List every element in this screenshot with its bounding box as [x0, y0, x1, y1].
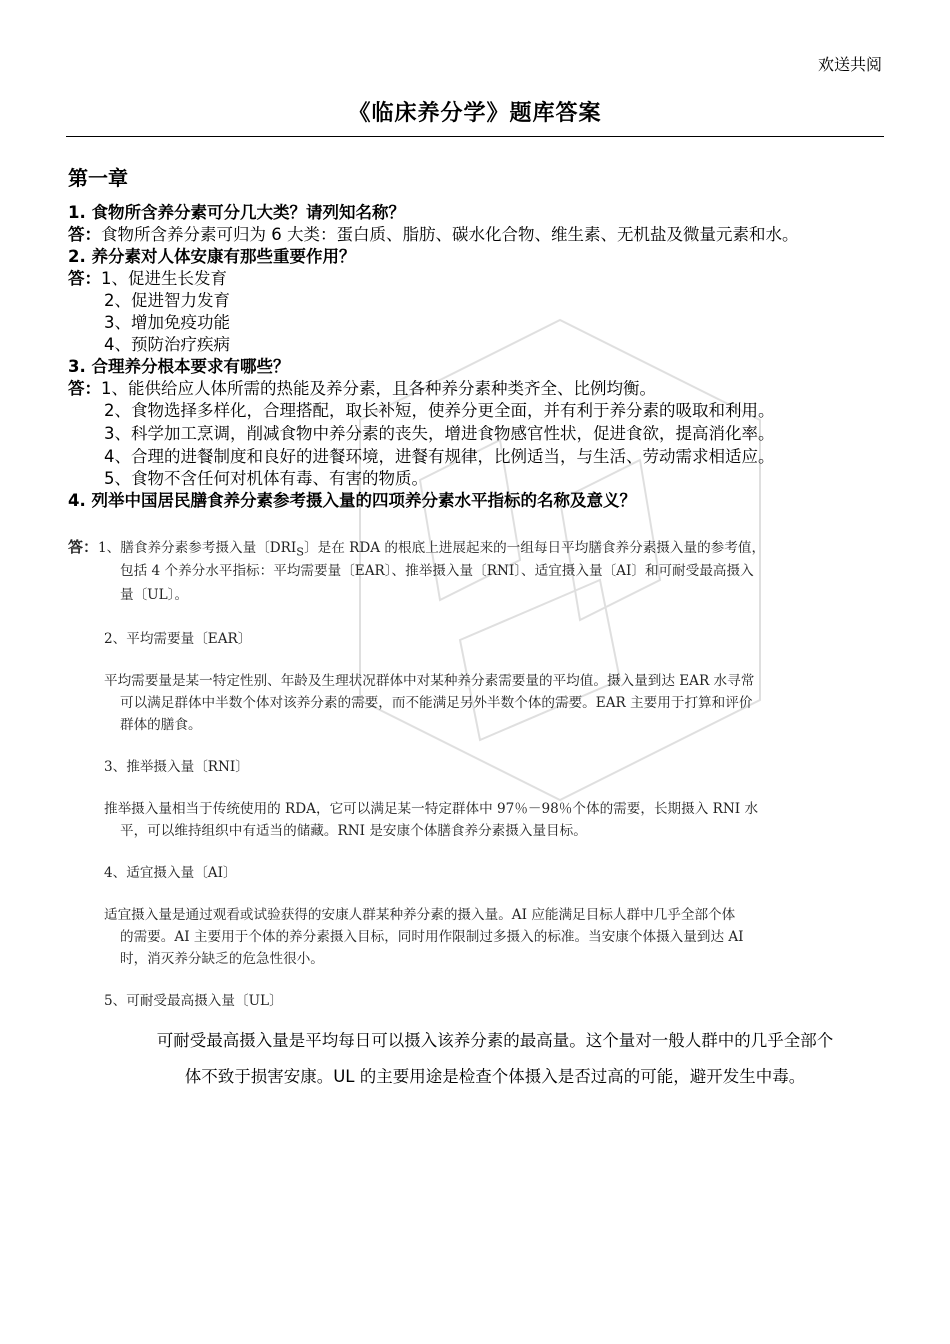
ai-heading: 4、适宜摄入量〔AI〕	[104, 865, 237, 881]
rni-line1: 推举摄入量相当于传统使用的 RDA，它可以满足某一特定群体中 97％－98％个体的需要，长期摄入 RNI 水	[104, 801, 759, 817]
question-2: 2. 养分素对人体安康有那些重要作用？	[68, 247, 356, 266]
chapter-heading: 第一章	[68, 166, 128, 190]
dri-text: 1、膳食养分素参考摄入量〔DRI	[98, 540, 297, 556]
ai-line2: 的需要。AI 主要用于个体的养分素摄入目标，同时用作限制过多摄入的标准。当安康个体摄入量到达 AI	[120, 929, 744, 945]
list-item: 1、促进生长发育	[101, 269, 227, 288]
answer-1-text: 食物所含养分素可归为 6 大类：蛋白质、脂肪、碳水化合物、维生素、无机盐及微量元素和水。	[101, 225, 799, 244]
list-item: 1、能供给应人体所需的热能及养分素，且各种养分素种类齐全、比例均衡。	[101, 379, 656, 398]
answer-label: 答：	[68, 269, 101, 288]
ai-line3: 时，消灭养分缺乏的危急性很小。	[120, 951, 324, 967]
header-note: 欢送共阅	[817, 55, 882, 74]
ai-line1: 适宜摄入量是通过观看或试验获得的安康人群某种养分素的摄入量。AI 应能满足目标人群中几乎全部个体	[104, 907, 736, 923]
answer-label: 答：	[68, 225, 101, 244]
ul-heading: 5、可耐受最高摄入量〔UL〕	[104, 993, 283, 1009]
ear-heading: 2、平均需要量〔EAR〕	[104, 631, 252, 647]
ul-line1: 可耐受最高摄入量是平均每日可以摄入该养分素的最高量。这个量对一般人群中的几乎全部个	[156, 1031, 834, 1050]
question-1: 1. 食物所含养分素可分几大类？请列知名称？	[68, 203, 405, 222]
answer-4-p1-line3: 量〔UL〕。	[120, 587, 189, 603]
ul-line2: 体不致于损害安康。UL 的主要用途是检查个体摄入是否过高的可能，避开发生中毒。	[184, 1067, 806, 1086]
answer-4-p1-line1	[68, 536, 765, 563]
ear-line2: 可以满足群体中半数个体对该养分素的需要，而不能满足另外半数个体的需要。EAR 主要用于打算和评价	[120, 695, 753, 711]
question-4: 4. 列举中国居民膳食养分素参考摄入量的四项养分素水平指标的名称及意义？	[68, 491, 636, 510]
answer-label: 答：	[68, 379, 101, 398]
answer-4-p1-line2: 包括 4 个养分水平指标：平均需要量〔EAR〕、推举摄入量〔RNI〕、适宜摄入量〔AI〕和可耐受最高摄入	[120, 563, 754, 579]
answer-label: 答：	[68, 538, 99, 556]
question-3: 3. 合理养分根本要求有哪些？	[68, 357, 290, 376]
dri-subscript: S	[296, 544, 305, 559]
ear-line1: 平均需要量是某一特定性别、年龄及生理状况群体中对某种养分素需要量的平均值。摄入量到达 EAR 水寻常	[104, 673, 755, 689]
rni-heading: 3、推举摄入量〔RNI〕	[104, 759, 249, 775]
ear-line3: 群体的膳食。	[120, 717, 202, 733]
answer-3	[68, 378, 656, 400]
list-item: 2、食物选择多样化，合理搭配，取长补短，使养分更全面，并有利于养分素的吸取和利用。	[104, 401, 775, 420]
answer-2	[68, 268, 227, 290]
title-divider	[66, 136, 884, 137]
list-item: 3、增加免疫功能	[104, 313, 230, 332]
list-item: 4、预防治疗疾病	[104, 335, 230, 354]
list-item: 3、科学加工烹调，削减食物中养分素的丧失，增进食物感官性状，促进食欲，提高消化率。	[104, 424, 775, 443]
rni-line2: 平，可以维持组织中有适当的储藏。RNI 是安康个体膳食养分素摄入量目标。	[120, 823, 587, 839]
document-title: 《临床养分学》题库答案	[348, 101, 602, 126]
dri-text-cont: 〕是在 RDA 的根底上进展起来的一组每日平均膳食养分素摄入量的参考值，	[304, 540, 766, 556]
list-item: 2、促进智力发育	[104, 291, 230, 310]
list-item: 5、食物不含任何对机体有毒、有害的物质。	[104, 469, 428, 488]
answer-1	[68, 224, 799, 246]
list-item: 4、合理的进餐制度和良好的进餐环境，进餐有规律，比例适当，与生活、劳动需求相适应。	[104, 447, 775, 466]
